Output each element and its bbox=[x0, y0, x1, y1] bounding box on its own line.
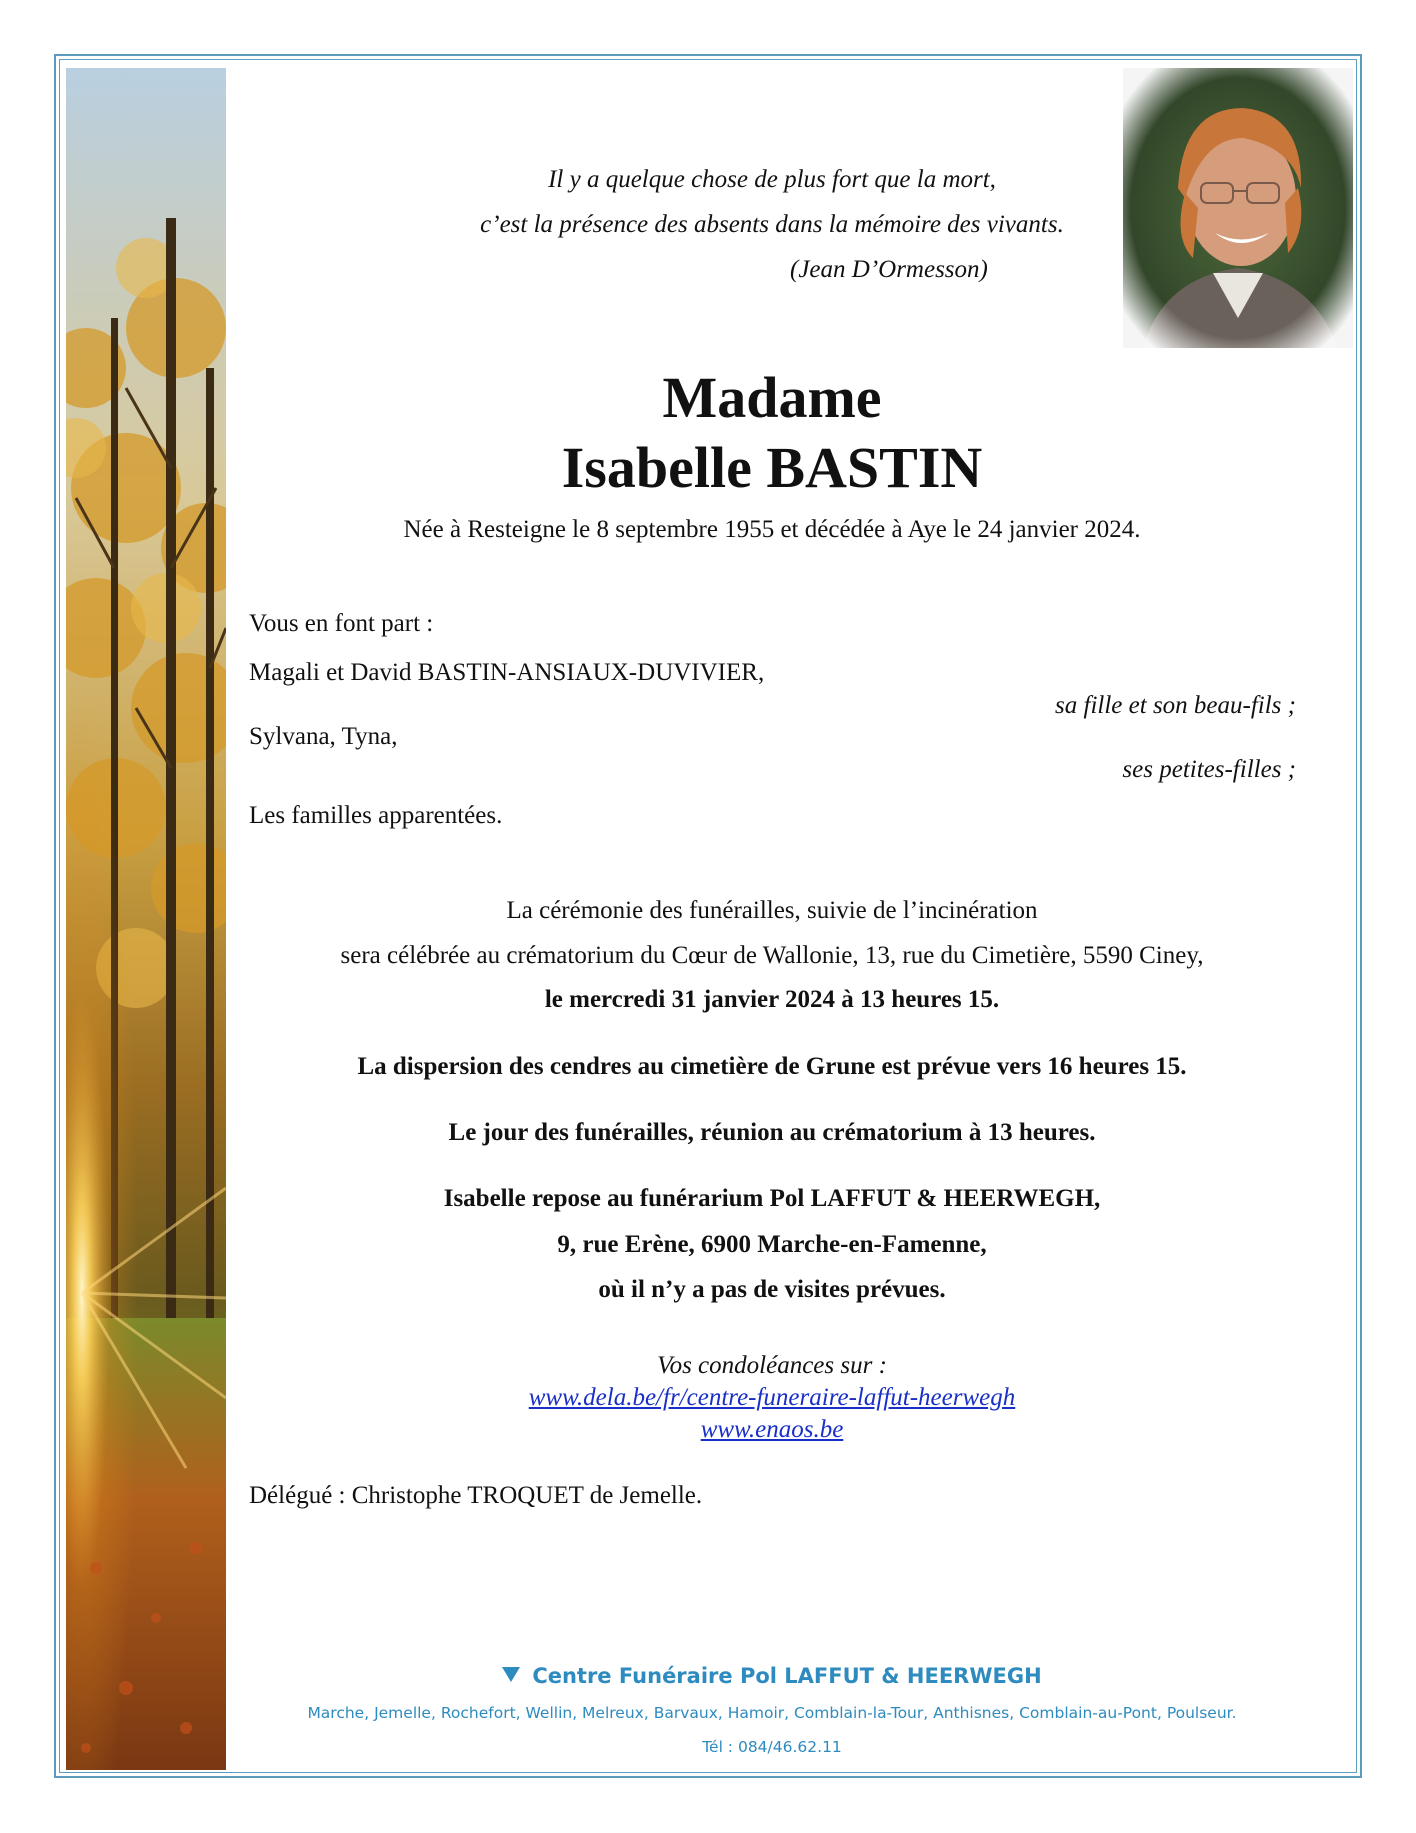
family-intro: Vous en font part : bbox=[249, 610, 434, 637]
quote-line-1: Il y a quelque chose de plus fort que la mort, bbox=[548, 166, 996, 193]
repose-line-1: Isabelle repose au funérarium Pol LAFFUT & HEERWEGH, bbox=[443, 1185, 1101, 1212]
footer-company: Centre Funéraire Pol LAFFUT & HEERWEGH bbox=[230, 1664, 1314, 1688]
repose-line-2: 9, rue Erène, 6900 Marche-en-Famenne, bbox=[557, 1231, 987, 1258]
footer-locations: Marche, Jemelle, Rochefort, Wellin, Melreux, Barvaux, Hamoir, Comblain-la-Tour, Anthisnes, Comblain-au-Pont, Poulseur. bbox=[307, 1704, 1237, 1722]
quote-author: (Jean D’Ormesson) bbox=[790, 256, 988, 283]
family-member-2-names: Sylvana, Tyna, bbox=[249, 723, 398, 750]
quote-line-2: c’est la présence des absents dans la mémoire des vivants. bbox=[480, 211, 1064, 238]
ceremony-line-1: La cérémonie des funérailles, suivie de l’incinération bbox=[506, 897, 1038, 924]
condolences-label: Vos condoléances sur : bbox=[657, 1352, 887, 1379]
funeral-meeting: Le jour des funérailles, réunion au crématorium à 13 heures. bbox=[448, 1119, 1096, 1146]
condolences-link-enaos[interactable]: www.enaos.be bbox=[700, 1416, 844, 1443]
repose-line-3: où il n’y a pas de visites prévues. bbox=[598, 1276, 946, 1303]
ceremony-line-2: sera célébrée au crématorium du Cœur de Wallonie, 13, rue du Cimetière, 5590 Ciney, bbox=[340, 942, 1204, 969]
family-member-1-relation: sa fille et son beau-fils ; bbox=[1055, 692, 1296, 719]
delegate: Délégué : Christophe TROQUET de Jemelle. bbox=[249, 1482, 703, 1509]
family-member-2-relation: ses petites-filles ; bbox=[1122, 756, 1296, 783]
autumn-forest-image bbox=[66, 68, 226, 1770]
footer-phone: Tél : 084/46.62.11 bbox=[702, 1738, 842, 1756]
portrait-photo bbox=[1123, 68, 1353, 348]
triangle-down-icon bbox=[502, 1667, 520, 1682]
family-member-1-names: Magali et David BASTIN-ANSIAUX-DUVIVIER, bbox=[249, 659, 765, 686]
deceased-name: Isabelle BASTIN bbox=[561, 435, 983, 500]
birth-death-dates: Née à Resteigne le 8 septembre 1955 et décédée à Aye le 24 janvier 2024. bbox=[403, 516, 1141, 543]
ceremony-date: le mercredi 31 janvier 2024 à 13 heures 15. bbox=[544, 986, 1000, 1013]
ashes-dispersion: La dispersion des cendres au cimetière de Grune est prévue vers 16 heures 15. bbox=[357, 1053, 1187, 1080]
condolences-link-dela[interactable]: www.dela.be/fr/centre-funeraire-laffut-heerwegh bbox=[528, 1384, 1016, 1411]
deceased-title: Madame bbox=[662, 365, 882, 430]
family-others: Les familles apparentées. bbox=[249, 802, 503, 829]
